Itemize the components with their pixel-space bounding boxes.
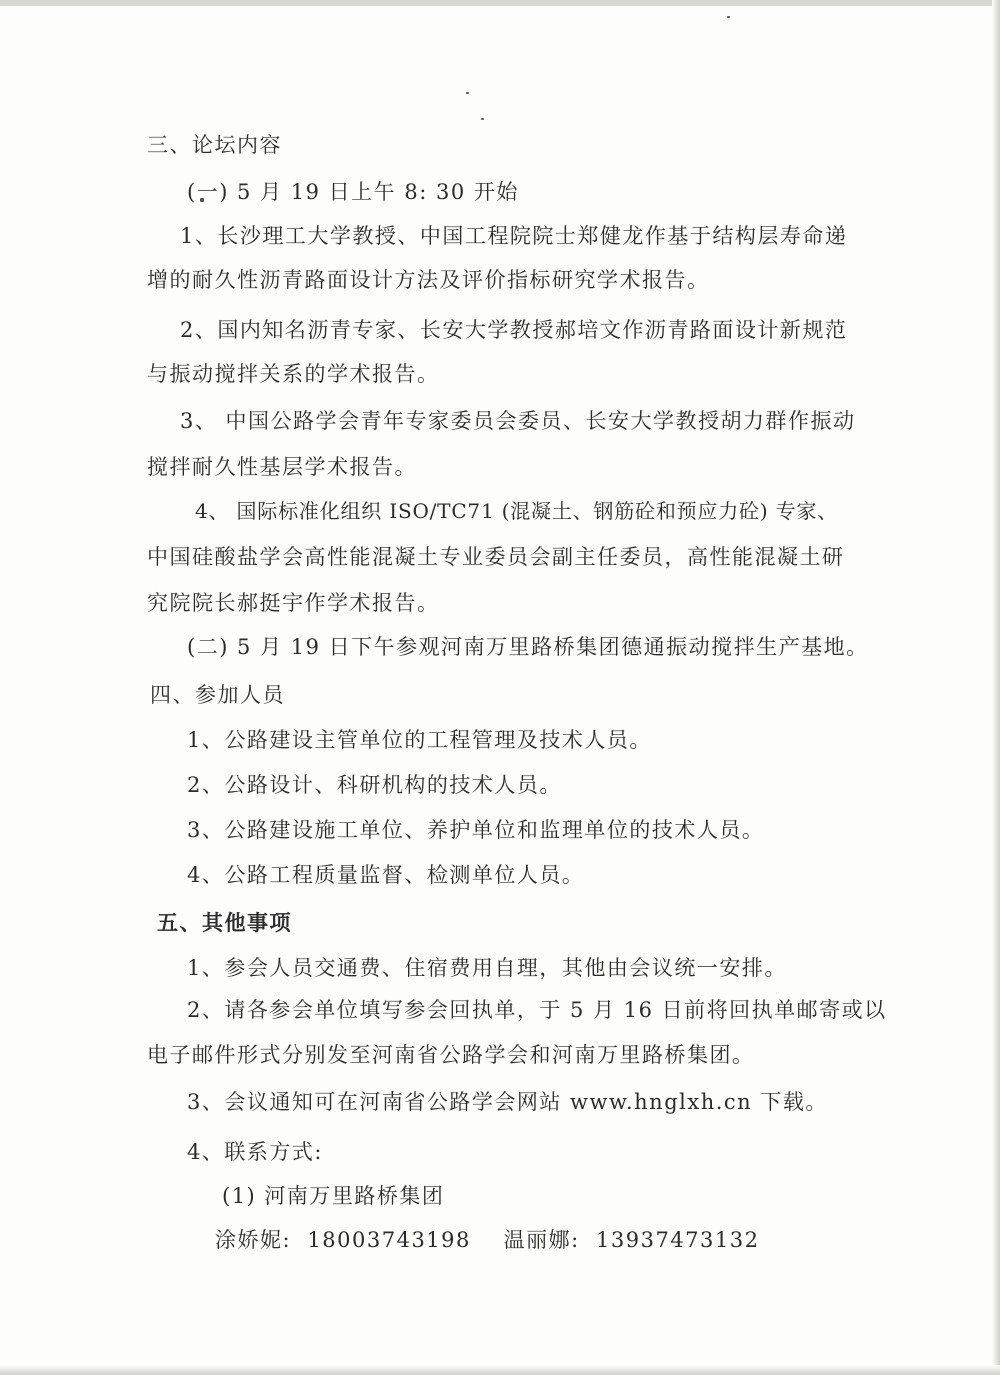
list-item: 4、 国际标准化组织 ISO/TC71 (混凝土、钢筋砼和预应力砼) 专家、 (195, 499, 838, 523)
section-heading: 四、参加人员 (150, 683, 285, 707)
contact-people: 涂娇妮: 18003743198 温丽娜: 13937473132 (215, 1228, 760, 1252)
list-item: 2、公路设计、科研机构的技术人员。 (187, 773, 562, 797)
section-heading: 五、其他事项 (157, 910, 292, 935)
list-item: 4、联系方式: (187, 1140, 323, 1164)
list-item-continuation: 与振动搅拌关系的学术报告。 (147, 362, 440, 386)
list-item-continuation: 电子邮件形式分别发至河南省公路学会和河南万里路桥集团。 (147, 1043, 755, 1067)
subsection-heading: (一) 5 月 19 日上午 8: 30 开始 (187, 180, 519, 204)
scan-speck (481, 118, 484, 120)
subsection-heading: (二) 5 月 19 日下午参观河南万里路桥集团德通振动搅拌生产基地。 (187, 635, 869, 659)
scan-speck (466, 92, 469, 94)
page-edge (0, 0, 1000, 6)
page-edge (992, 0, 1000, 1375)
list-item: 2、请各参会单位填写参会回执单，于 5 月 16 日前将回执单邮寄或以 (187, 998, 887, 1022)
scan-speck (727, 16, 730, 18)
list-item: 4、公路工程质量监督、检测单位人员。 (187, 863, 585, 887)
section-heading: 三、论坛内容 (147, 133, 282, 157)
page-edge (0, 1365, 1000, 1375)
list-item-continuation: 增的耐久性沥青路面设计方法及评价指标研究学术报告。 (147, 268, 710, 292)
list-item: 3、公路建设施工单位、养护单位和监理单位的技术人员。 (187, 818, 765, 842)
list-item: 3、 中国公路学会青年专家委员会委员、长安大学教授胡力群作振动 (180, 409, 856, 433)
list-item-continuation: 搅拌耐久性基层学术报告。 (147, 455, 417, 479)
list-item: 1、参会人员交通费、住宿费用自理，其他由会议统一安排。 (187, 956, 787, 980)
list-item: 1、公路建设主管单位的工程管理及技术人员。 (187, 728, 652, 752)
list-item-continuation: 中国硅酸盐学会高性能混凝土专业委员会副主任委员，高性能混凝土研 (147, 545, 845, 569)
contact-organization: (1) 河南万里路桥集团 (222, 1184, 445, 1208)
list-item: 3、会议通知可在河南省公路学会网站 www.hnglxh.cn 下载。 (187, 1090, 828, 1114)
list-item: 1、长沙理工大学教授、中国工程院院士郑健龙作基于结构层寿命递 (180, 224, 848, 248)
list-item: 2、国内知名沥青专家、长安大学教授郝培文作沥青路面设计新规范 (180, 318, 848, 342)
list-item-continuation: 究院院长郝挺宇作学术报告。 (147, 591, 440, 615)
